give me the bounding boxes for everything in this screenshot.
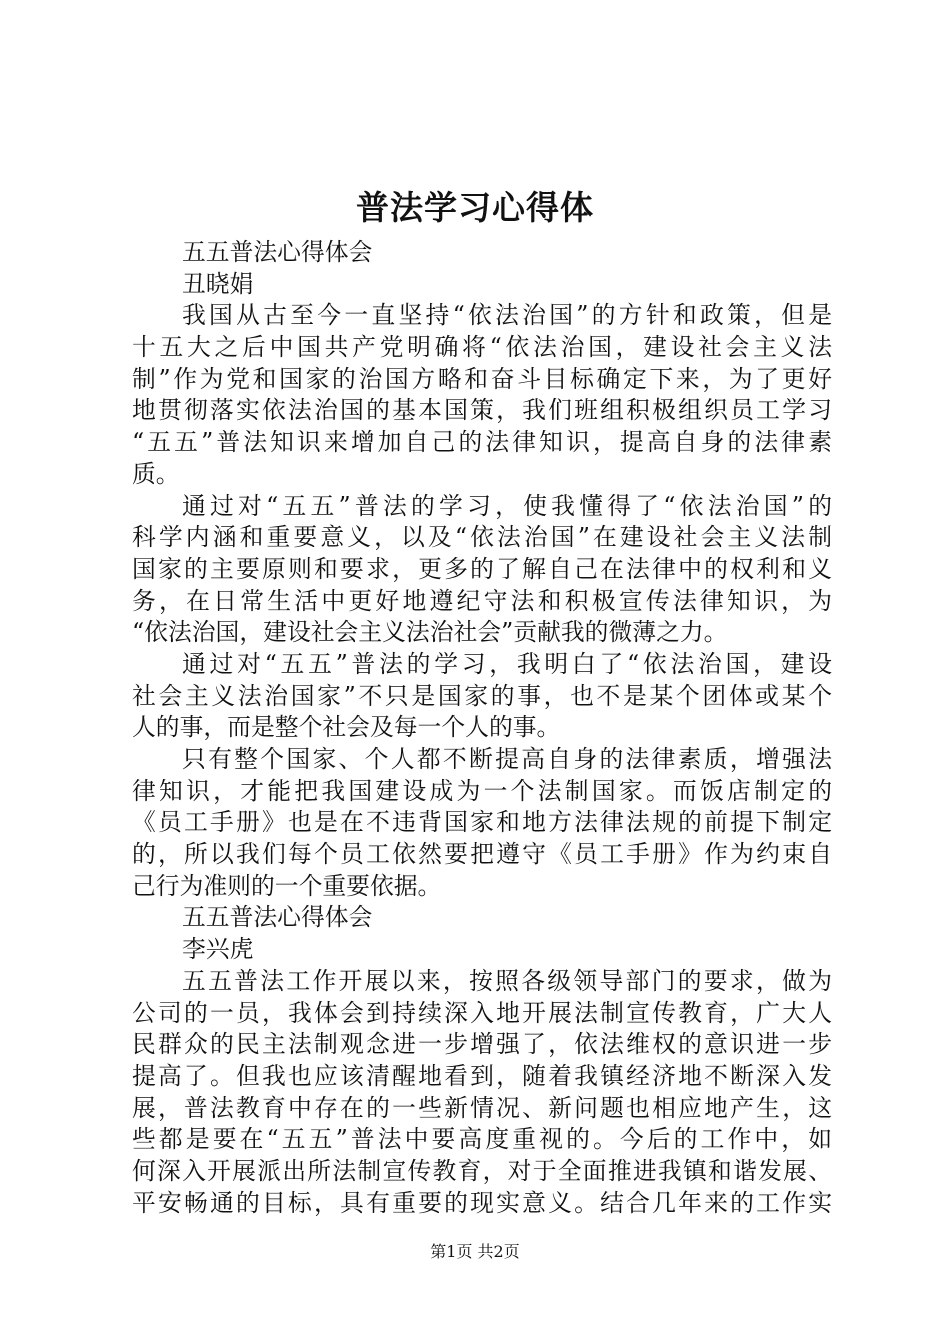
section-heading: 五五普法心得体会 [182, 238, 373, 266]
body-line: 十五大之后中国共产党明确将“依法治国，建设社会主义法 [132, 333, 832, 362]
body-line: 律知识，才能把我国建设成为一个法制国家。而饭店制定的 [132, 776, 832, 805]
body-line: 提高了。但我也应该清醒地看到，随着我镇经济地不断深入发 [132, 1061, 832, 1090]
author-name: 李兴虎 [182, 935, 254, 964]
body-line: 务，在日常生活中更好地遵纪守法和积极宣传法律知识，为 [132, 586, 832, 615]
body-line: 地贯彻落实依法治国的基本国策，我们班组积极组织员工学习 [132, 396, 832, 425]
body-line: 民群众的民主法制观念进一步增强了，依法维权的意识进一步 [132, 1030, 832, 1059]
body-line: 的，所以我们每个员工依然要把遵守《员工手册》作为约束自 [132, 840, 832, 869]
body-line: 己行为准则的一个重要依据。 [132, 871, 442, 900]
body-line: 制”作为党和国家的治国方略和奋斗目标确定下来，为了更好 [132, 364, 832, 393]
body-line: 科学内涵和重要意义，以及“依法治国”在建设社会主义法制 [132, 523, 832, 552]
body-line: 我国从古至今一直坚持“依法治国”的方针和政策，但是 [182, 301, 832, 330]
body-line: 五五普法工作开展以来，按照各级领导部门的要求，做为 [182, 966, 832, 995]
body-line: 公司的一员，我体会到持续深入地开展法制宣传教育，广大人 [132, 998, 832, 1027]
body-line: 些都是要在“五五”普法中要高度重视的。今后的工作中，如 [132, 1125, 832, 1154]
body-line: “依法治国，建设社会主义法治社会”贡献我的微薄之力。 [132, 618, 728, 647]
page-title: 普法学习心得体 [356, 188, 594, 227]
body-line: 《员工手册》也是在不违背国家和地方法律法规的前提下制定 [132, 808, 832, 837]
author-name: 丑晓娟 [182, 269, 254, 298]
body-line: 平安畅通的目标，具有重要的现实意义。结合几年来的工作实 [132, 1188, 832, 1217]
body-line: “五五”普法知识来增加自己的法律知识，提高自身的法律素 [132, 428, 832, 457]
body-line: 通过对“五五”普法的学习，使我懂得了“依法治国”的 [182, 491, 832, 520]
body-line: 何深入开展派出所法制宣传教育，对于全面推进我镇和谐发展、 [132, 1156, 832, 1185]
page-number-footer: 第1页 共2页 [430, 1242, 520, 1261]
body-line: 展，普法教育中存在的一些新情况、新问题也相应地产生，这 [132, 1093, 832, 1122]
body-line: 国家的主要原则和要求，更多的了解自己在法律中的权利和义 [132, 554, 832, 583]
section-heading: 五五普法心得体会 [182, 903, 373, 932]
document-body [132, 237, 832, 1219]
body-line: 人的事，而是整个社会及每一个人的事。 [132, 713, 561, 742]
body-line: 通过对“五五”普法的学习，我明白了“依法治国，建设 [182, 649, 832, 678]
body-line: 社会主义法治国家”不只是国家的事，也不是某个团体或某个 [132, 681, 832, 710]
body-line: 质。 [132, 459, 180, 488]
body-line: 只有整个国家、个人都不断提高自身的法律素质，增强法 [182, 745, 832, 773]
